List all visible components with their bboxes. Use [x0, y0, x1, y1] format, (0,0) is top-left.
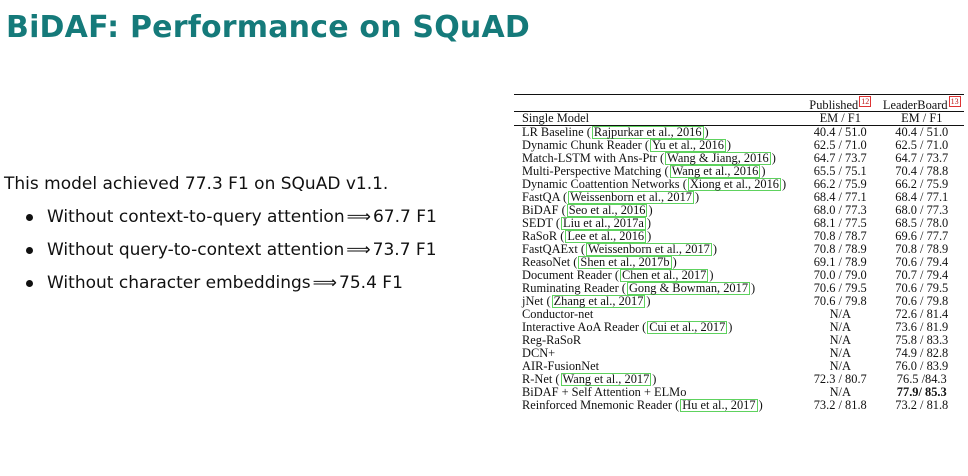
bullet-item: [22, 273, 437, 306]
cite-open-paren: (: [614, 269, 620, 282]
published-score-cell: N/A: [829, 385, 851, 399]
bullet-value: 75.4 F1: [339, 273, 403, 293]
leaderboard-score-cell: 76.0 / 83.9: [895, 359, 949, 373]
bullet-text: Without context-to-query attention: [47, 207, 345, 227]
model-name-cell: [514, 165, 801, 178]
citation-link[interactable]: Xiong et al., 2016: [689, 178, 779, 191]
cite-open-paren: (: [682, 178, 687, 191]
model-name: Ruminating Reader: [522, 282, 622, 295]
published-score-cell: 68.4 / 77.1: [813, 190, 867, 204]
cite-close-paren: ): [728, 321, 733, 334]
bullet-item: [22, 207, 437, 240]
citation-link[interactable]: Weissenborn et al., 2017: [570, 191, 692, 204]
model-name: Dynamic Coattention Networks: [522, 178, 683, 191]
cite-close-paren: ): [652, 373, 657, 386]
leaderboard-score-cell: 73.6 / 81.9: [895, 320, 949, 334]
leaderboard-score-cell: 70.6 / 79.4: [895, 255, 949, 269]
model-name-cell: [514, 204, 801, 217]
citation-link[interactable]: Cui et al., 2017: [649, 321, 726, 334]
intro-text: This model achieved 77.3 F1 on SQuAD v1.1.: [4, 174, 389, 194]
leaderboard-score-cell: 73.2 / 81.8: [895, 398, 949, 412]
cite-close-paren: ): [694, 191, 700, 204]
model-name-cell: [514, 139, 801, 152]
published-score-cell: 62.5 / 71.0: [813, 138, 867, 152]
leaderboard-score-cell: 68.5 / 78.0: [895, 216, 949, 230]
published-score-cell: 72.3 / 80.7: [813, 372, 867, 386]
model-name-cell: [514, 282, 801, 295]
model-name-cell: [514, 152, 801, 165]
cite-open-paren: (: [660, 152, 665, 165]
citation-link[interactable]: Liu et al., 2017a: [563, 217, 644, 230]
model-name-cell: [514, 295, 801, 308]
cite-close-paren: ): [709, 269, 714, 282]
ablation-bullet-list: [22, 207, 437, 306]
cite-close-paren: ): [648, 204, 653, 217]
model-name: ReasoNet: [522, 256, 574, 269]
published-score-cell: 70.6 / 79.5: [813, 281, 867, 295]
header-leaderboard-label: LeaderBoard: [882, 98, 948, 113]
table-row: [514, 399, 964, 412]
leaderboard-score-cell: 69.6 / 77.7: [895, 229, 949, 243]
cite-close-paren: ): [758, 399, 763, 412]
header-published-label: Published: [809, 98, 859, 113]
bullet-item: [22, 240, 437, 273]
published-score-cell: 64.7 / 73.7: [813, 151, 867, 165]
implies-arrow-icon: ⟹: [346, 240, 371, 260]
published-score-cell: 40.4 / 51.0: [813, 125, 867, 139]
cite-open-paren: (: [621, 282, 626, 295]
cite-close-paren: ): [751, 282, 756, 295]
cite-close-paren: ): [672, 256, 677, 269]
bullet-dot-icon: [26, 280, 33, 287]
subheader-model: Single Model: [522, 112, 590, 125]
model-name: Reg-RaSoR: [522, 334, 582, 347]
model-name-cell: [514, 217, 801, 230]
implies-arrow-icon: ⟹: [346, 207, 371, 227]
header-model-cell: [514, 95, 801, 111]
cite-close-paren: ): [646, 295, 651, 308]
bullet-value: 73.7 F1: [372, 240, 437, 260]
model-name: Dynamic Chunk Reader: [522, 139, 645, 152]
leaderboard-score-cell: 72.6 / 81.4: [895, 307, 949, 321]
cite-open-paren: (: [546, 295, 551, 308]
model-name: Interactive AoA Reader: [522, 321, 643, 334]
model-name: jNet: [522, 295, 547, 308]
model-name: Match-LSTM with Ans-Ptr: [522, 152, 661, 165]
published-score-cell: N/A: [829, 320, 851, 334]
citation-link[interactable]: Zhang et al., 2017: [553, 295, 644, 308]
cite-close-paren: ): [712, 243, 717, 256]
published-score-cell: 65.5 / 75.1: [813, 164, 867, 178]
published-score-cell: 68.0 / 77.3: [813, 203, 867, 217]
leaderboard-score-cell: 70.8 / 78.9: [895, 242, 949, 256]
cite-open-paren: (: [644, 139, 649, 152]
bullet-text: Without character embeddings: [47, 273, 311, 293]
model-name: RaSoR: [522, 230, 561, 243]
cite-close-paren: ): [646, 217, 652, 230]
cite-open-paren: (: [642, 321, 647, 334]
subheader-leaderboard: EM / F1: [901, 111, 943, 125]
model-name-cell: [514, 334, 801, 347]
leaderboard-score-cell: 68.4 / 77.1: [895, 190, 949, 204]
published-score-cell: N/A: [829, 346, 851, 360]
citation-link[interactable]: Shen et al., 2017b: [580, 256, 670, 269]
model-name: DCN+: [522, 347, 556, 360]
model-name: FastQA: [522, 191, 563, 204]
model-name-cell: [514, 321, 801, 334]
leaderboard-score-cell: 40.4 / 51.0: [895, 125, 949, 139]
header-published: [801, 95, 880, 111]
cite-close-paren: ): [726, 139, 732, 152]
model-name-cell: [514, 360, 801, 373]
subheader-published: EM / F1: [819, 111, 861, 125]
published-score-cell: 73.2 / 81.8: [813, 398, 867, 412]
citation-link[interactable]: Seo et al., 2016: [568, 204, 646, 217]
cite-close-paren: ): [771, 152, 776, 165]
cite-open-paren: (: [573, 256, 578, 269]
leaderboard-score-cell: 68.0 / 77.3: [895, 203, 949, 217]
model-name: FastQAExt: [522, 243, 581, 256]
cite-open-paren: (: [555, 217, 560, 230]
leaderboard-score-cell: 74.9 / 82.8: [895, 346, 949, 360]
cite-open-paren: (: [586, 126, 591, 139]
model-name: BiDAF: [522, 204, 562, 217]
published-score-cell: N/A: [829, 307, 851, 321]
bullet-text: Without query-to-context attention: [47, 240, 345, 260]
implies-arrow-icon: ⟹: [312, 273, 338, 293]
cite-close-paren: ): [761, 165, 766, 178]
published-score-cell: 68.1 / 77.5: [813, 216, 867, 230]
citation-link[interactable]: Weissenborn et al., 2017: [588, 243, 710, 256]
leaderboard-score-cell: 70.7 / 79.4: [895, 268, 949, 282]
table-header-row: [514, 95, 964, 111]
citation-link[interactable]: Gong & Bowman, 2017: [628, 282, 749, 295]
cite-open-paren: (: [555, 373, 560, 386]
model-name-cell: [514, 269, 801, 282]
citation-link[interactable]: Wang & Jiang, 2016: [667, 152, 769, 165]
model-name: SEDT: [522, 217, 556, 230]
bullet-dot-icon: [26, 247, 33, 254]
model-name-cell: [514, 347, 801, 360]
leaderboard-score-cell: 66.2 / 75.9: [895, 177, 949, 191]
model-name-cell: [514, 256, 801, 269]
leaderboard-score-cell: 64.7 / 73.7: [895, 151, 949, 165]
leaderboard-score-cell: 62.5 / 71.0: [895, 138, 949, 152]
cite-close-paren: ): [704, 126, 709, 139]
cite-close-paren: ): [647, 230, 652, 243]
model-name: Reinforced Mnemonic Reader: [522, 399, 676, 412]
table-body: [514, 126, 964, 412]
cite-open-paren: (: [562, 191, 568, 204]
model-name-cell: [514, 386, 801, 399]
cite-open-paren: (: [560, 230, 565, 243]
table-subheader-row: [514, 112, 964, 125]
results-table: [514, 94, 964, 412]
model-name-cell: [514, 178, 801, 191]
cite-open-paren: (: [561, 204, 566, 217]
citation-link[interactable]: Lee et al., 2016: [567, 230, 645, 243]
leaderboard-score-cell: 76.5 /84.3: [896, 372, 947, 386]
citation-link[interactable]: Wang et al., 2017: [562, 373, 650, 386]
cite-open-paren: (: [580, 243, 585, 256]
published-score-cell: 70.8 / 78.7: [813, 229, 867, 243]
published-score-cell: N/A: [829, 333, 851, 347]
citation-link[interactable]: Rajpurkar et al., 2016: [593, 126, 702, 139]
published-score-cell: 66.2 / 75.9: [813, 177, 867, 191]
footnote-13-link[interactable]: 13: [950, 97, 959, 106]
published-score-cell: 70.6 / 79.8: [813, 294, 867, 308]
published-score-cell: 69.1 / 78.9: [813, 255, 867, 269]
published-score-cell: N/A: [829, 359, 851, 373]
model-name: R-Net: [522, 373, 556, 386]
leaderboard-score-cell: 70.6 / 79.5: [895, 281, 949, 295]
header-leaderboard: [880, 95, 964, 111]
bullet-value: 67.7 F1: [372, 207, 437, 227]
model-name-cell: [514, 191, 801, 204]
cite-open-paren: (: [675, 399, 680, 412]
model-name-cell: [514, 126, 801, 139]
model-name: Multi-Perspective Matching: [522, 165, 665, 178]
published-score-cell: 70.8 / 78.9: [813, 242, 867, 256]
citation-link[interactable]: Chen et al., 2017: [622, 269, 707, 282]
leaderboard-score-cell: 75.8 / 83.3: [895, 333, 949, 347]
model-name: BiDAF + Self Attention + ELMo: [522, 386, 687, 399]
model-name: Document Reader: [522, 269, 615, 282]
model-name-cell: [514, 243, 801, 256]
footnote-12-link[interactable]: 12: [861, 97, 870, 106]
leaderboard-score-cell: 70.6 / 79.8: [895, 294, 949, 308]
model-name-cell: [514, 399, 801, 412]
model-name-cell: [514, 308, 801, 321]
leaderboard-score-cell: 70.4 / 78.8: [895, 164, 949, 178]
model-name: Conductor-net: [522, 308, 594, 321]
published-score-cell: 70.0 / 79.0: [813, 268, 867, 282]
bullet-dot-icon: [26, 214, 33, 221]
citation-link[interactable]: Yu et al., 2016: [651, 139, 724, 152]
cite-close-paren: ): [782, 178, 787, 191]
page-title: BiDAF: Performance on SQuAD: [6, 10, 530, 45]
cite-open-paren: (: [664, 165, 669, 178]
citation-link[interactable]: Wang et al., 2016: [671, 165, 759, 178]
citation-link[interactable]: Hu et al., 2017: [682, 399, 756, 412]
model-name-cell: [514, 230, 801, 243]
leaderboard-score-cell: 77.9/ 85.3: [896, 385, 947, 399]
model-name: LR Baseline: [522, 126, 587, 139]
model-name: AIR-FusionNet: [522, 360, 600, 373]
model-name-cell: [514, 373, 801, 386]
